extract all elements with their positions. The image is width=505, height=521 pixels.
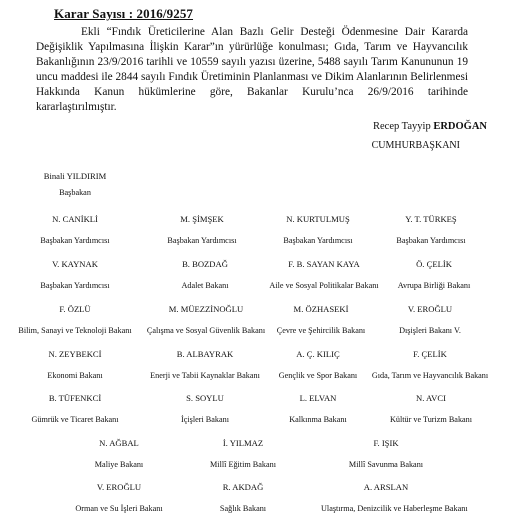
signatory-role: Ulaştırma, Denizcilik ve Haberleşme Bakanı: [321, 504, 468, 513]
signatory-name: M. ŞİMŞEK: [180, 214, 224, 224]
signatory-role: Kültür ve Turizm Bakanı: [389, 415, 473, 424]
signatory-block: [140, 393, 270, 425]
signatory-role: Gençlik ve Spor Bakanı: [278, 371, 358, 380]
signatory-role: Sağlık Bakanı: [219, 504, 267, 513]
signatory-role: Adalet Bakanı: [181, 281, 229, 290]
signatory-name: N. CANİKLİ: [52, 214, 98, 224]
signatory-name: N. AĞBAL: [99, 438, 139, 448]
signatory-block: [366, 393, 496, 425]
signatory-name: N. ZEYBEKCİ: [48, 349, 102, 359]
signatory-block: [54, 482, 184, 514]
signatory-role: Başbakan Yardımcısı: [40, 281, 110, 290]
signatory-role: Çalışma ve Sosyal Güvenlik Bakanı: [146, 326, 266, 335]
signatory-name: F. ÇELİK: [413, 349, 447, 359]
signatory-name: F. IŞIK: [373, 438, 399, 448]
signatory-name: F. B. SAYAN KAYA: [288, 259, 360, 269]
signatory-block: [253, 393, 383, 425]
signatory-role: Başbakan Yardımcısı: [40, 236, 110, 245]
signatory-name: B. ALBAYRAK: [176, 349, 234, 359]
signatory-block: [366, 214, 496, 246]
signatory-name: F. ÖZLÜ: [59, 304, 91, 314]
signatory-role: Maliye Bakanı: [94, 460, 144, 469]
signatory-block: [140, 259, 270, 291]
president-first-name: Recep Tayyip: [373, 121, 431, 132]
signatory-name: N. KURTULMUŞ: [286, 214, 350, 224]
signatory-block: [141, 304, 271, 336]
signatory-role: Orman ve Su İşleri Bakanı: [75, 504, 163, 513]
signatory-block: [10, 304, 140, 336]
signatory-role: Aile ve Sosyal Politikalar Bakanı: [269, 281, 379, 290]
decree-body-text: Ekli “Fındık Üreticilerine Alan Bazlı Gelir Desteği Ödenmesine Dair Kararda Değişiklik Yapılmasına İlişkin Karar”ın yürürlüğe konulması; Gıda, Tarım ve Hayvancılık Bakanlığının 23/9/2016 tarihli ve 10559 sayılı yazısı üzerine, 5488 sayılı Tarım Kanununun 19 uncu maddesi ile 2844 sayılı Fındık Üretiminin Planlanması ve Dikim Alanlarının Belirlenmesi Hakkında Kanun hükümlerine göre, Bakanlar Kurulu’nca 26/9/2016 tarihinde kararlaştırılmıştır.: [36, 26, 468, 113]
signatory-block: [10, 214, 140, 246]
signatory-role: Ekonomi Bakanı: [47, 371, 103, 380]
signatory-block: [365, 304, 495, 336]
signatory-role: Bilim, Sanayi ve Teknoloji Bakanı: [18, 326, 132, 335]
signatory-block: [54, 438, 184, 470]
signatory-name: Y. T. TÜRKEŞ: [405, 214, 457, 224]
signatory-role: Başbakan Yardımcısı: [283, 236, 353, 245]
signatory-role: Gümrük ve Ticaret Bakanı: [31, 415, 119, 424]
signatory-role: Kalkınma Bakanı: [289, 415, 347, 424]
signatory-block: [178, 482, 308, 514]
signatory-role: Millî Eğitim Bakanı: [210, 460, 276, 469]
signatory-role: Millî Savunma Bakanı: [348, 460, 424, 469]
signatory-name: L. ELVAN: [299, 393, 337, 403]
signatory-block: [137, 214, 267, 246]
signatory-name: N. AVCI: [416, 393, 446, 403]
signatory-role: Gıda, Tarım ve Hayvancılık Bakanı: [371, 371, 489, 380]
signatory-role: Başbakan Yardımcısı: [396, 236, 466, 245]
signatory-name: S. SOYLU: [186, 393, 224, 403]
president-last-name: ERDOĞAN: [433, 121, 487, 132]
signatory-role: Dışişleri Bakanı V.: [399, 326, 461, 335]
signatory-name: B. BOZDAĞ: [182, 259, 228, 269]
signatory-name: R. AKDAĞ: [222, 482, 264, 492]
signatory-block: [321, 438, 451, 470]
signatory-name: Ö. ÇELİK: [416, 259, 452, 269]
signatory-name: M. ÖZHASEKİ: [293, 304, 349, 314]
signatory-role: Çevre ve Şehircilik Bakanı: [276, 326, 366, 335]
signatory-block: [178, 438, 308, 470]
signatory-name: Binali YILDIRIM: [43, 171, 107, 181]
signatory-name: V. EROĞLU: [407, 304, 453, 314]
president-title: CUMHURBAŞKANI: [371, 140, 460, 151]
signatory-block: [321, 482, 468, 514]
signatory-block: [140, 349, 270, 381]
signatory-block: [10, 349, 140, 381]
signatory-block: [10, 393, 140, 425]
signatory-block: [365, 349, 495, 381]
president-name: [373, 121, 487, 132]
signatory-name: A. Ç. KILIÇ: [296, 349, 340, 359]
signatory-name: B. TÜFENKCİ: [48, 393, 102, 403]
signatory-role: Avrupa Birliği Bakanı: [397, 281, 471, 290]
signatory-block: [253, 214, 383, 246]
signatory-block: [10, 171, 140, 198]
signatory-name: M. MÜEZZİNOĞLU: [168, 304, 244, 314]
signatory-block: [369, 259, 499, 291]
signatory-role: Başbakan: [59, 188, 91, 197]
signatory-role: Enerji ve Tabii Kaynaklar Bakanı: [150, 371, 260, 380]
signatory-name: A. ARSLAN: [363, 482, 409, 492]
signatory-block: [10, 259, 140, 291]
signatory-name: V. EROĞLU: [96, 482, 142, 492]
signatory-block: [253, 349, 383, 381]
decree-number-title: Karar Sayısı : 2016/9257: [54, 6, 194, 21]
signatory-name: V. KAYNAK: [52, 259, 98, 269]
signatory-role: İçişleri Bakanı: [181, 415, 229, 424]
signatory-name: İ. YILMAZ: [222, 438, 264, 448]
signatory-role: Başbakan Yardımcısı: [167, 236, 237, 245]
